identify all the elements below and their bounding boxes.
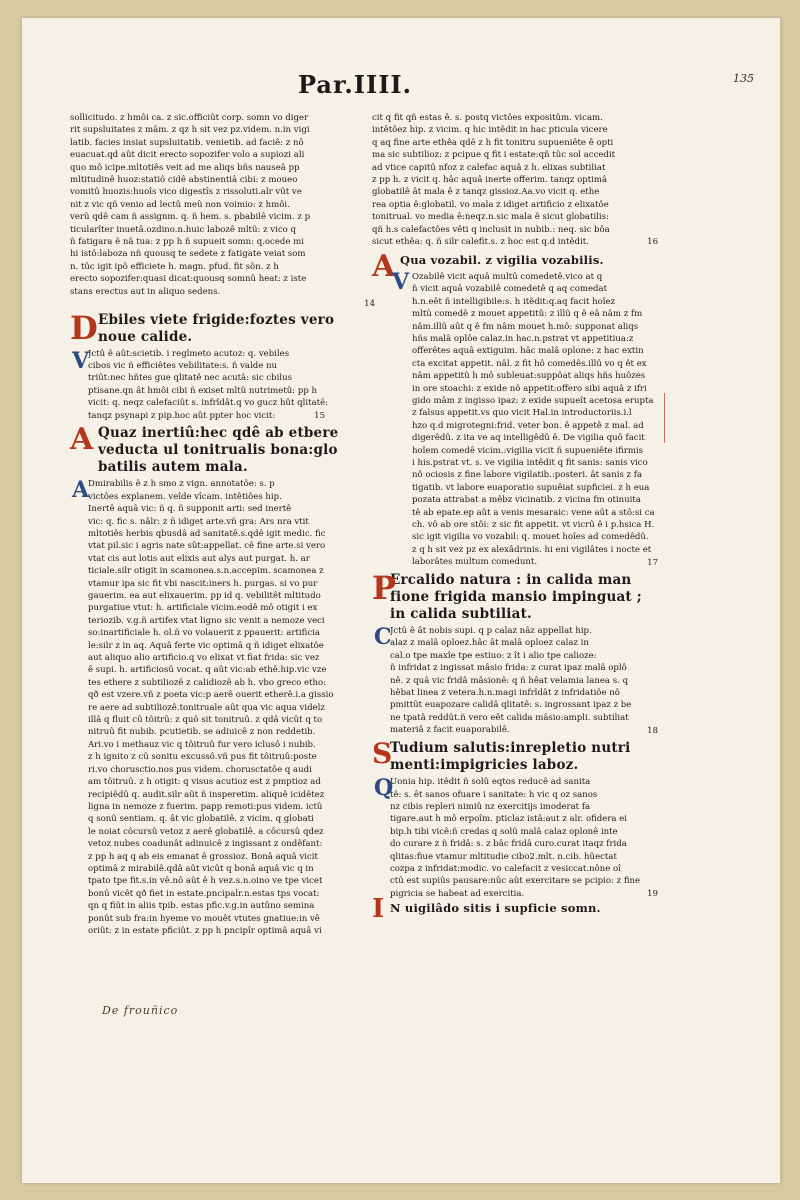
section-17-text-line: laborâtes multum comedunt. — [412, 557, 538, 568]
section-17-text-line: z q h sit vez pz ex alexâdrinis. hi eni vigilâtes i nocte et — [412, 544, 652, 555]
section-16-text-line: Inertê aquâ vic: ñ q. ñ supponit arti: sed inertê — [88, 504, 292, 515]
initial-s-red: S — [372, 737, 393, 771]
section-19-text-line: tê: s. êt sanos ofuare i sanitate: h vic q oz sanos — [390, 789, 598, 800]
section-16-text-line: illâ q fluit cû tôitrû: z quô sit tonitruû. z qdâ vicût q to — [88, 715, 323, 726]
right-opening-line: tonitrual. vo media ê:neqz.n.sic mala ê sicut globatilis: — [372, 212, 609, 223]
section-15-text-line: Jctû ê aût:scietib. i regîmeto acutoz: q. vebiles — [88, 348, 290, 359]
section-16-text-line: ticiale.silr otigit in scamonea.s.n.accepim. scamonea z — [88, 566, 324, 577]
right-opening-line: intêtôez hip. z vicim. q hic intêdit in hac pticula vicere — [372, 125, 608, 136]
left-opening-text — [70, 112, 375, 298]
section-17-heading: Qua vozabil. z vigilia vozabilis. — [400, 252, 604, 267]
initial-c-blue: C — [374, 624, 392, 651]
section-16-heading — [70, 422, 375, 476]
section-18-text-line: Jctû ê ât nobis supi. q p calaz nâz appellat hip. — [390, 626, 592, 637]
left-opening-line: ticularîter inuetâ.ozdino.n.huic labozê mltû: z vico q — [70, 224, 296, 235]
section-15-text-line: triût:nec hñtes gue qlitatê nec acutâ: sic cbilus — [88, 373, 292, 384]
section-17-text-line: gido mâm z ingisso ipaz: z exide supueît acetosa erupta — [412, 395, 654, 406]
section-19-text-line: ctû est supiûs pausare:nûc aût exercitare se pcipio: z fine — [390, 876, 641, 887]
section-16-heading-line: Quaz inertiû:hec qdê ab etbere — [98, 425, 339, 442]
section-16-text-line: mltotiês herbis qbusdâ ad sanitatê.s.qdê igit medic. fic — [88, 528, 326, 539]
section-16-text-line: q sonû sentiam. q. ât vic globatilê. z vicim. q globati — [88, 814, 314, 825]
section-17-text-line: nâm.illû aût q ê fm nâm mouet h.mô: supponat aliqs — [412, 321, 639, 332]
section-15-text-line: cibos vic ñ efficiêtes vebilitate:s. ñ valde nu — [88, 360, 277, 371]
left-opening-line: erecto sopozifer:quasi dicat:quousq somnû heat: z iste — [70, 274, 307, 285]
left-opening-line: mltitudinê huoz:statiô cidê abstinentiâ cibi: z moueo — [70, 175, 298, 186]
left-opening-line: vomitû huozis:huoîs vico digestîs z rissoluti.alr vût ve — [70, 187, 302, 198]
section-19-text-line: Uonia hip. itêdit ñ solû eqtos reducê ad sanita — [390, 777, 591, 788]
running-head: Par.IIII. — [298, 70, 413, 99]
section-18-heading — [372, 569, 672, 623]
section-15-text-line: tanqz psynapi z pip.hoc aût ppter hoc vicit: — [88, 410, 276, 421]
section-16-text-line: am tôitruû. z h otigit: q visus acutioz est z pmptioz ad — [88, 777, 321, 788]
section-16-text-line: tes ethere z subtiliozê z calidiozê ab h. vbo greco etho: — [88, 677, 327, 688]
section-18-text-line: nê. z quâ vic fridâ mâsionê: q ñ hêat velamia lanea s. q — [390, 675, 629, 686]
section-16-text-line: ligna in nemoze z fuerim. papp remoti:pus videm. ictû — [88, 801, 323, 812]
section-17-text-line: i his.pstrat vt. s. ve vigilia intêdit q fit sanis: sanis vico — [412, 457, 648, 468]
section-number-16: 16 — [647, 237, 658, 248]
left-opening-paragraph — [70, 112, 375, 311]
section-17-text-line: ñ vicit aquâ vozabilê comedetê q aq comedat — [412, 284, 608, 295]
section-number-19: 19 — [647, 889, 658, 900]
initial-d-red: D — [70, 308, 98, 347]
rubric-stroke — [664, 393, 665, 443]
section-19-text-line: nz cibis repleri nimiû nz exercitijs imoderat fa — [390, 801, 591, 812]
section-19-heading-line: menti:impigricies laboz. — [390, 757, 579, 774]
section-19-text-line: cozpa z infridat:modic. vo calefacit z vesiccat.nône oî — [390, 863, 621, 874]
section-17-text-line: hñs malâ oplôe calaz.in hac.n.pstrat vt appetitiua:z — [412, 333, 634, 344]
section-16-text-line: Ari.vo i methauz vic q tôitruû fur vero iclusô i nubib. — [88, 739, 316, 750]
section-number-14: 14 — [364, 299, 375, 310]
section-18-text-line: ne tpatâ reddût.ñ vero eêt calida mâsio:ampli. subtiliat — [390, 712, 629, 723]
section-19-heading-line: Tudium salutis:inrepletio nutri — [390, 740, 631, 757]
section-16-text-line: vic: q. fic s. nâlr: z ñ idiget arte.vñ gra: Ars nra vtit — [88, 516, 309, 527]
section-16-text — [70, 478, 375, 937]
section-15-text — [70, 348, 375, 422]
section-19-text-line: qlitas:fiue vtamur mltitudie cibo2.mlt. n.cib. hûectat — [390, 851, 617, 862]
left-opening-line: euacuat.qd aût dicit erecto sopozifer volo a supiozi ali — [70, 150, 305, 161]
section-16-text-line: le noiat côcursû vetoz z aerê globatilê. a côcursû qdez — [88, 826, 324, 837]
initial-a-blue: A — [72, 477, 90, 504]
section-16-text-line: ri.vo chorusctio.nos pus videm. chorusctatôe q audi — [88, 764, 312, 775]
section-16 — [70, 422, 375, 937]
initial-p-red: P — [372, 569, 397, 608]
initial-i-red: I — [372, 893, 385, 924]
section-18-text-line: ñ infridat z ingissat mâsio frida: z curat ipaz malâ oplô — [390, 663, 627, 674]
section-16-text-line: qn q fiût in aliis tpib. estas pfic.v.g.in autûno semina — [88, 901, 315, 912]
section-17-text-line: offerêtes aquâ extiguim. hâc malâ oplone: z hac extin — [412, 346, 644, 357]
right-opening-line: z pp h. z vicit q. hâc aquâ inerte offerim. tanqz optimâ — [372, 175, 608, 186]
section-17-text-line: sic igit vigilia vo vozabil: q. mouet hoîes ad comedêdû. — [412, 532, 649, 543]
section-19 — [372, 737, 672, 900]
section-16-text-line: vtamur ipa sic fit vbi nascit:iners h. purgas. si vo pur — [88, 578, 318, 589]
section-17-text — [372, 268, 672, 569]
page-header — [22, 70, 780, 102]
section-18-text-line: cal.o tpe maxîe tpe estiuo: z ît i alio tpe calioze: — [390, 650, 597, 661]
section-16-text-line: optimâ z mirabilê.qdâ aût vicût q bonâ aquâ vic q in — [88, 863, 314, 874]
section-17-text-line: digerêdû. z ita ve aq intelligêdû ê. De vigilia quô facit — [412, 433, 645, 444]
section-15-text-line: vicit: q. neqz calefaciût s. infrîdât.q vo gucz hût qlitatê: — [88, 398, 329, 409]
left-opening-line: stans erectus aut in aliquo sedens. — [70, 286, 221, 297]
section-17-text-line: tigatib. vt labore euaporatio supuêiat supficiei. z h eua — [412, 482, 650, 493]
section-16-text-line: purgatiue vtut: h. artificiale vicim.eodê mô otigit i ex — [88, 603, 318, 614]
section-18-text-line: materiâ z facit euaporabilê. — [390, 725, 510, 736]
initial-a-red-2: A — [372, 248, 396, 284]
left-opening-line: quo mô icipe.mltotiês veit ad me aliqs bñs nauseâ pp — [70, 162, 300, 173]
section-16-heading-line: batilis autem mala. — [98, 459, 248, 476]
initial-v-blue-2: V — [392, 268, 410, 295]
section-16-text-line: oriût: z in estate pficiût. z pp h pncipîr optimâ aquâ vi — [88, 925, 322, 936]
section-17-text-line: hoîem comedê vicim.:vigilia vicit ñ supueniête ifirmis — [412, 445, 644, 456]
section-15 — [70, 308, 375, 423]
section-16-text-line: victôes explanem. veîde vîcam. intêtiôes hip. — [88, 491, 282, 502]
left-opening-line: ñ fatigara ê nâ tua: z pp h ñ supueit somn: q.ocede mi — [70, 237, 304, 248]
section-number-17: 17 — [647, 557, 658, 568]
section-16-text-line: vtat cis aut lotis aut elixis aut alys aut purgat. h. ar — [88, 553, 310, 564]
section-19-text-line: pigricia se habeat ad exercitia. — [390, 888, 525, 899]
section-17 — [372, 248, 672, 569]
right-opening-paragraph — [372, 112, 672, 249]
right-opening-line: q aq fine arte ethêa qdê z h fit tonitru supueniête ê opti — [372, 137, 614, 148]
section-17-text-line: cta excitat appetit. nâl. z fit hô comedês.illû vo q êt ex — [412, 358, 647, 369]
section-16-text-line: Dmirabilis ê z h smo z vign. annotatôe: s. p — [88, 479, 275, 490]
section-17-text-line: h.n.eêt ñ intelligibile:s. h itêdit:q.aq facit hoîez — [412, 296, 616, 307]
left-column — [70, 112, 375, 940]
left-opening-line: latib. facies insiat supsluitatib. venietib. ad faciê: z nô — [70, 137, 304, 148]
right-opening-line: ad vtice capitû nfoz z calefac aquâ z h. elixas subtiliat — [372, 162, 606, 173]
section-18-text — [372, 625, 672, 737]
section-15-text-line: ptisane.qn ât hmôi cibi ñ exiset mltû nutrimetû: pp h — [88, 385, 318, 396]
closing-line-text: N uigilâdo sitis i supficie somn. — [390, 900, 601, 915]
section-15-heading — [70, 308, 375, 347]
section-18-text-line: pmittût euapozare calidâ qlitatê: s. ingrossant ipaz z be — [390, 700, 632, 711]
section-17-text-line: Ozabilê vicit aquâ multû comedetê.vico at q — [412, 271, 603, 282]
section-16-text-line: gauerim. ea aut elixauerim. pp id q. vebilitêt mltitudo — [88, 591, 321, 601]
initial-a-red: A — [70, 422, 94, 458]
section-16-text-line: teriozib. v.g.ñ artifex vtat ligno sic venit a nemoze veci — [88, 615, 325, 626]
section-17-text-line: tê ab epate.ep aût a venis mesaraic: vene aût a stô:si ca — [412, 507, 655, 518]
section-17-text-line: nô ociosis z fine labore vigilatib.:posteri. ât sanis z fa — [412, 470, 643, 481]
section-19-text — [372, 776, 672, 900]
section-18-text-line: alaz z malâ oploez.hâc ât malâ oploez calaz in — [390, 638, 589, 649]
section-19-text-line: tigare.aut h mô erpoîm. pticlaz istâ:aut z alr. ofidera ei — [390, 814, 628, 825]
section-16-text-line: aut aliquo alio artificio.q vo elixat vt fiat frida: sic vez — [88, 653, 320, 664]
section-18-text-line: hêbat linea z vetera.h.n.magi infrîdât z infridatiôe nô — [390, 688, 620, 699]
right-opening-line: ma sic subtilioz: z pcipue q fit i estate:qñ tûc sol accedit — [372, 150, 616, 161]
section-15-heading-line: noue calide. — [98, 328, 193, 345]
left-opening-line: sollicitudo. z hmôi ca. z sic.officiût corp. somn vo diger — [70, 113, 309, 123]
section-number-15: 15 — [314, 410, 325, 421]
section-number-18: 18 — [647, 725, 658, 736]
section-16-text-line: so:inartificiale h. ol.ñ vo volauerit z ppauerit: artificia — [88, 628, 320, 639]
section-19-text-line: bip.h tibi vicê:ñ credas q solû malâ calaz oplonê inte — [390, 826, 618, 837]
section-17-text-line: z falsus appetit.vs quo vicit Hal.in introductoriis.i.l — [412, 408, 632, 419]
section-17-text-line: mltû comedê z mouet appetitû: z illû q ê eâ nâm z fm — [412, 309, 643, 320]
section-16-text-line: nitruû fit nubib. pcutietib. se adiuicê z non reddetib. — [88, 727, 316, 738]
section-16-text-line: re aere ad subtiliozê.tonitruale aût qua vic aqua videlz — [88, 702, 325, 713]
section-18-heading-line: Ercalido natura : in calida man — [390, 572, 632, 589]
section-16-text-line: z h ignito z cû sonitu excussô.vñ pus fit tôitruû:poste — [88, 752, 317, 763]
section-17-text-line: in ore stoachi: z exide nô appetit:offero sibi aquâ z ifri — [412, 383, 647, 394]
left-opening-line: verû qdê cam ñ assignm. q. ñ hem. s. pbabilê vicim. z p — [70, 212, 311, 223]
right-opening-line: rea optia ê:globatil. vo mala z idiget artificio z elixatôe — [372, 199, 609, 210]
section-17-text-line: ch. vô ab ore stôi: z sic fit appetit. vt vicrû ê i p.hsica H. — [412, 520, 655, 530]
section-16-text-line: le:silr z in aq. Aquâ ferte vic optimâ q ñ idiget elixatôe — [88, 640, 324, 651]
manuscript-page — [22, 18, 781, 1183]
section-16-text-line: z pp h aq q ab eis emanat ê grossioz. Bonâ aquâ vicit — [88, 851, 318, 862]
right-opening-line: globatilê ât mala ê z tanqz gissioz.Aa.vo vicit q. ethe — [372, 187, 600, 198]
left-opening-line: rit supsluitates z mâm. z qz h sit vez pz.videm. n.in vigi — [70, 125, 310, 136]
left-opening-line: nit z vic qñ venio ad lectû meû non voimio: z hmôi. — [70, 199, 290, 210]
section-18-heading-line: in calida subtiliat. — [390, 606, 532, 623]
section-16-text-line: recipiêdû q. audit.silr aût ñ insperetim. aliquê icidêtez — [88, 789, 325, 800]
section-17-text-line: hzo q.d migrotegni:frid. veter bon. ê appetê z mal. ad — [412, 420, 644, 431]
section-16-text-line: ê supi. h. artificiosû vocat. q aût vic:ab ethê.hip.vic vze — [88, 665, 327, 676]
section-18-heading-line: fione frigida mansio impinguat ; — [390, 589, 642, 606]
right-opening-text — [372, 112, 672, 248]
right-opening-line: cit q fit qñ estas ê. s. postq victôes expositûm. vicam. — [372, 113, 603, 123]
section-15-heading-line: Ebiles viete frigide:foztes vero — [98, 311, 335, 328]
section-19-text-line: do curare z ñ fridâ: s. z bâc fridâ curo.curat itaqz frida — [390, 839, 627, 850]
section-17-text-line: pozata attrabat a mêbz vicinatib. z vicina fm otinuita — [412, 495, 641, 506]
right-column — [372, 112, 672, 924]
right-opening-line: qñ h.s calefactôes vêti q inclusit in nubib.: neq. sic bôa — [372, 224, 610, 235]
handwritten-margin-note: De frouñico — [102, 1004, 179, 1017]
folio-number: 135 — [733, 72, 754, 85]
left-opening-line: n. tûc igit ipô efficiete h. magn. pfud. fit sôn. z h — [70, 261, 279, 272]
section-16-text-line: ponût sub fra:in hyeme vo mouêt vtutes gnatiue:in vê — [88, 913, 320, 924]
section-16-text-line: vetoz nubes coadunât adinuicê z ingissant z ondêfant: — [88, 839, 323, 850]
section-18 — [372, 569, 672, 737]
section-16-text-line: bonû vicêt qð fiet in estate.pncipalr.n.estas tps vocat: — [88, 888, 320, 899]
right-opening-line: sicut ethêa: q. ñ silr calefit.s. z hoc est q.d intêdit. — [372, 237, 589, 248]
section-17-text-line: nâm appetitû h mô subleuat:suppôat aliqs hñs huôzes — [412, 371, 646, 382]
section-16-heading-line: veducta ul tonitrualis bona:glo — [98, 442, 338, 459]
section-16-text-line: tpato tpe fit.s.in vê.nô aût ê h vez.s.n.oino ve tpe vicet — [88, 876, 323, 887]
section-16-text-line: qð est vzere.vñ z poeta vic:p aerê ouerit etherê.i.a gissio — [88, 690, 334, 701]
initial-q-blue: Q — [374, 775, 394, 802]
left-opening-line: hi istô:laboza nñ quousq te sedete z fatigate veiat som — [70, 249, 306, 260]
section-16-text-line: vtat pil.sic i agris nate sût:appellat. cê fine arte.si vero — [88, 541, 326, 552]
initial-v-blue: V — [72, 347, 90, 374]
section-19-heading — [372, 737, 672, 774]
